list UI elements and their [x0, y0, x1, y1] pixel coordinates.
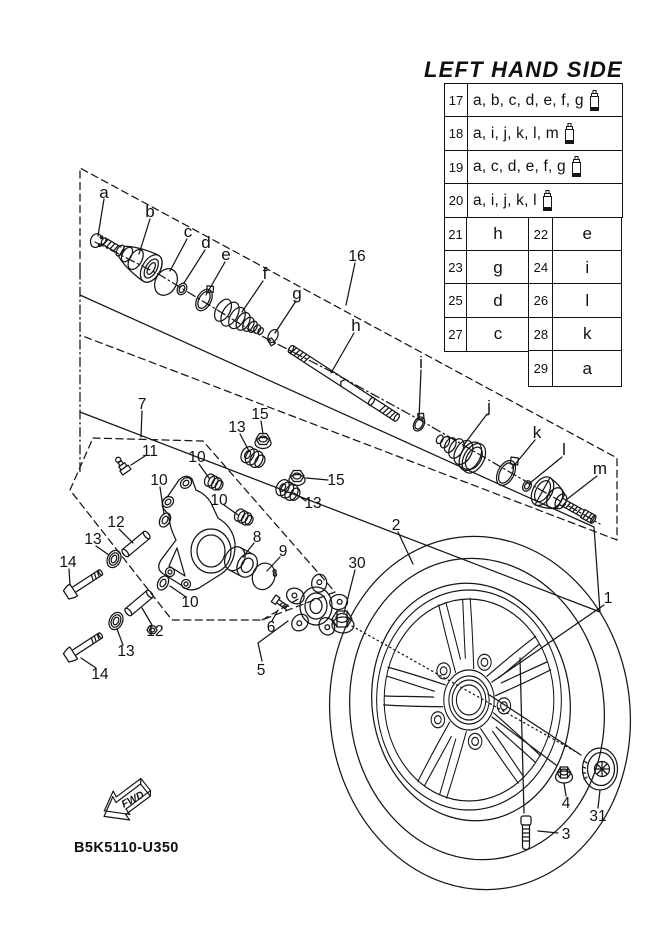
grease-tube-icon	[563, 123, 576, 145]
callout-14a: 14	[59, 554, 77, 571]
callout-4: 4	[561, 795, 571, 812]
callout-g: g	[292, 284, 302, 303]
callout-j: j	[487, 397, 491, 416]
callout-3: 3	[561, 826, 571, 843]
callout-l: l	[562, 440, 566, 459]
bushing-10-upper	[202, 472, 225, 492]
row-number: 22	[529, 218, 553, 251]
callout-2: 2	[391, 517, 401, 534]
callout-c: c	[183, 222, 193, 241]
row-number: 29	[529, 351, 553, 386]
seal-13-lower-left	[106, 610, 125, 632]
band-edge-right	[594, 527, 600, 612]
fwd-arrow-icon	[96, 775, 159, 829]
row-value: k	[582, 324, 592, 344]
grease-tube-icon	[588, 90, 601, 112]
inner-cv-joint-b	[95, 227, 167, 286]
drive-shaft-h	[287, 344, 401, 422]
callout-7: 7	[137, 396, 147, 413]
lug-nut-4	[556, 767, 573, 783]
row-value: a	[582, 358, 592, 378]
callout-10b: 10	[150, 472, 168, 489]
row-items: a, b, c, d, e, f, g	[473, 91, 584, 109]
table-row-25-26	[444, 283, 623, 318]
table-row-19	[444, 150, 623, 185]
callout-e: e	[221, 245, 231, 264]
grease-fitting-11	[113, 455, 131, 475]
callout-1: 1	[603, 590, 613, 607]
cv-boot-f	[211, 295, 269, 343]
row-number: 23	[445, 251, 467, 284]
application-table	[444, 83, 623, 387]
page-title: LEFT HAND SIDE	[424, 57, 623, 82]
wheel-hub-5	[284, 573, 349, 638]
callout-14b: 14	[91, 666, 109, 683]
drawing-code: B5K5110-U350	[74, 840, 179, 856]
wheel-rim	[377, 590, 562, 810]
row-value: d	[493, 290, 503, 310]
center-bore	[452, 680, 486, 720]
row-number: 28	[529, 318, 553, 351]
callout-5: 5	[256, 662, 266, 679]
bolt-14-lower	[62, 629, 105, 664]
row-number: 27	[445, 318, 467, 351]
bearing-8	[221, 543, 262, 581]
callout-i: i	[419, 353, 423, 372]
grease-tube-icon	[541, 190, 554, 212]
table-row-17	[444, 83, 623, 118]
callout-10d: 10	[181, 594, 199, 611]
callout-h: h	[351, 316, 361, 335]
grease-tube-icon	[570, 156, 583, 178]
row-value: l	[585, 290, 590, 310]
callout-13c: 13	[84, 531, 102, 548]
row-number: 21	[445, 218, 467, 251]
circlip-c	[150, 265, 182, 300]
row-value: g	[493, 257, 503, 277]
callout-k: k	[532, 423, 542, 442]
row-number: 17	[445, 84, 468, 117]
callout-15a: 15	[251, 406, 269, 423]
cv-boot-j	[429, 424, 490, 477]
collar-12-upper	[121, 530, 152, 558]
callout-31: 31	[589, 808, 607, 825]
callout-13b: 13	[304, 495, 322, 512]
row-number: 19	[445, 151, 468, 184]
bushing-10-mid	[232, 507, 255, 527]
callout-11: 11	[141, 443, 159, 460]
nut-15-right	[289, 471, 305, 486]
collar-12-lower	[124, 589, 155, 617]
table-row-23-24	[444, 250, 623, 285]
callout-12a: 12	[107, 514, 125, 531]
fwd-label: FWD	[120, 789, 147, 811]
row-value: i	[585, 257, 590, 277]
row-number: 25	[445, 284, 467, 317]
callout-m: m	[592, 459, 608, 478]
row-value: h	[493, 224, 503, 244]
row-items: a, c, d, e, f, g	[473, 158, 566, 176]
row-items: a, i, j, k, l, m	[473, 124, 559, 142]
cap-emblem	[595, 762, 609, 776]
callout-6: 6	[266, 619, 276, 636]
row-value: e	[582, 224, 592, 244]
table-row-20	[444, 183, 623, 218]
row-value: c	[493, 324, 503, 344]
callout-12b: 12	[146, 623, 164, 640]
table-row-27-28	[444, 317, 623, 352]
callout-a: a	[99, 183, 109, 202]
outer-cv-joint-m	[527, 473, 603, 534]
hub-nut-30	[332, 611, 354, 633]
valve-stem-3	[521, 816, 531, 850]
tire	[310, 519, 651, 907]
callout-13a: 13	[228, 419, 246, 436]
nut-15-left	[255, 434, 271, 449]
table-row-29	[528, 350, 622, 387]
callout-b: b	[145, 202, 155, 221]
callout-30: 30	[348, 555, 366, 572]
row-items: a, i, j, k, l	[473, 191, 537, 209]
callout-13d: 13	[117, 643, 135, 660]
callout-d: d	[201, 233, 211, 252]
callout-8: 8	[252, 529, 262, 546]
callout-15b: 15	[327, 472, 345, 489]
row-number: 18	[445, 117, 468, 150]
row-number: 24	[529, 251, 553, 284]
callout-10a: 10	[188, 449, 206, 466]
row-number: 26	[529, 284, 553, 317]
row-number: 20	[445, 184, 468, 217]
seal-13-upper-left	[104, 548, 123, 570]
callout-10c: 10	[210, 492, 228, 509]
table-row-18	[444, 116, 623, 151]
callout-f: f	[262, 264, 268, 283]
callout-9: 9	[278, 543, 288, 560]
table-row-21-22	[444, 217, 623, 252]
callout-16: 16	[348, 248, 366, 265]
